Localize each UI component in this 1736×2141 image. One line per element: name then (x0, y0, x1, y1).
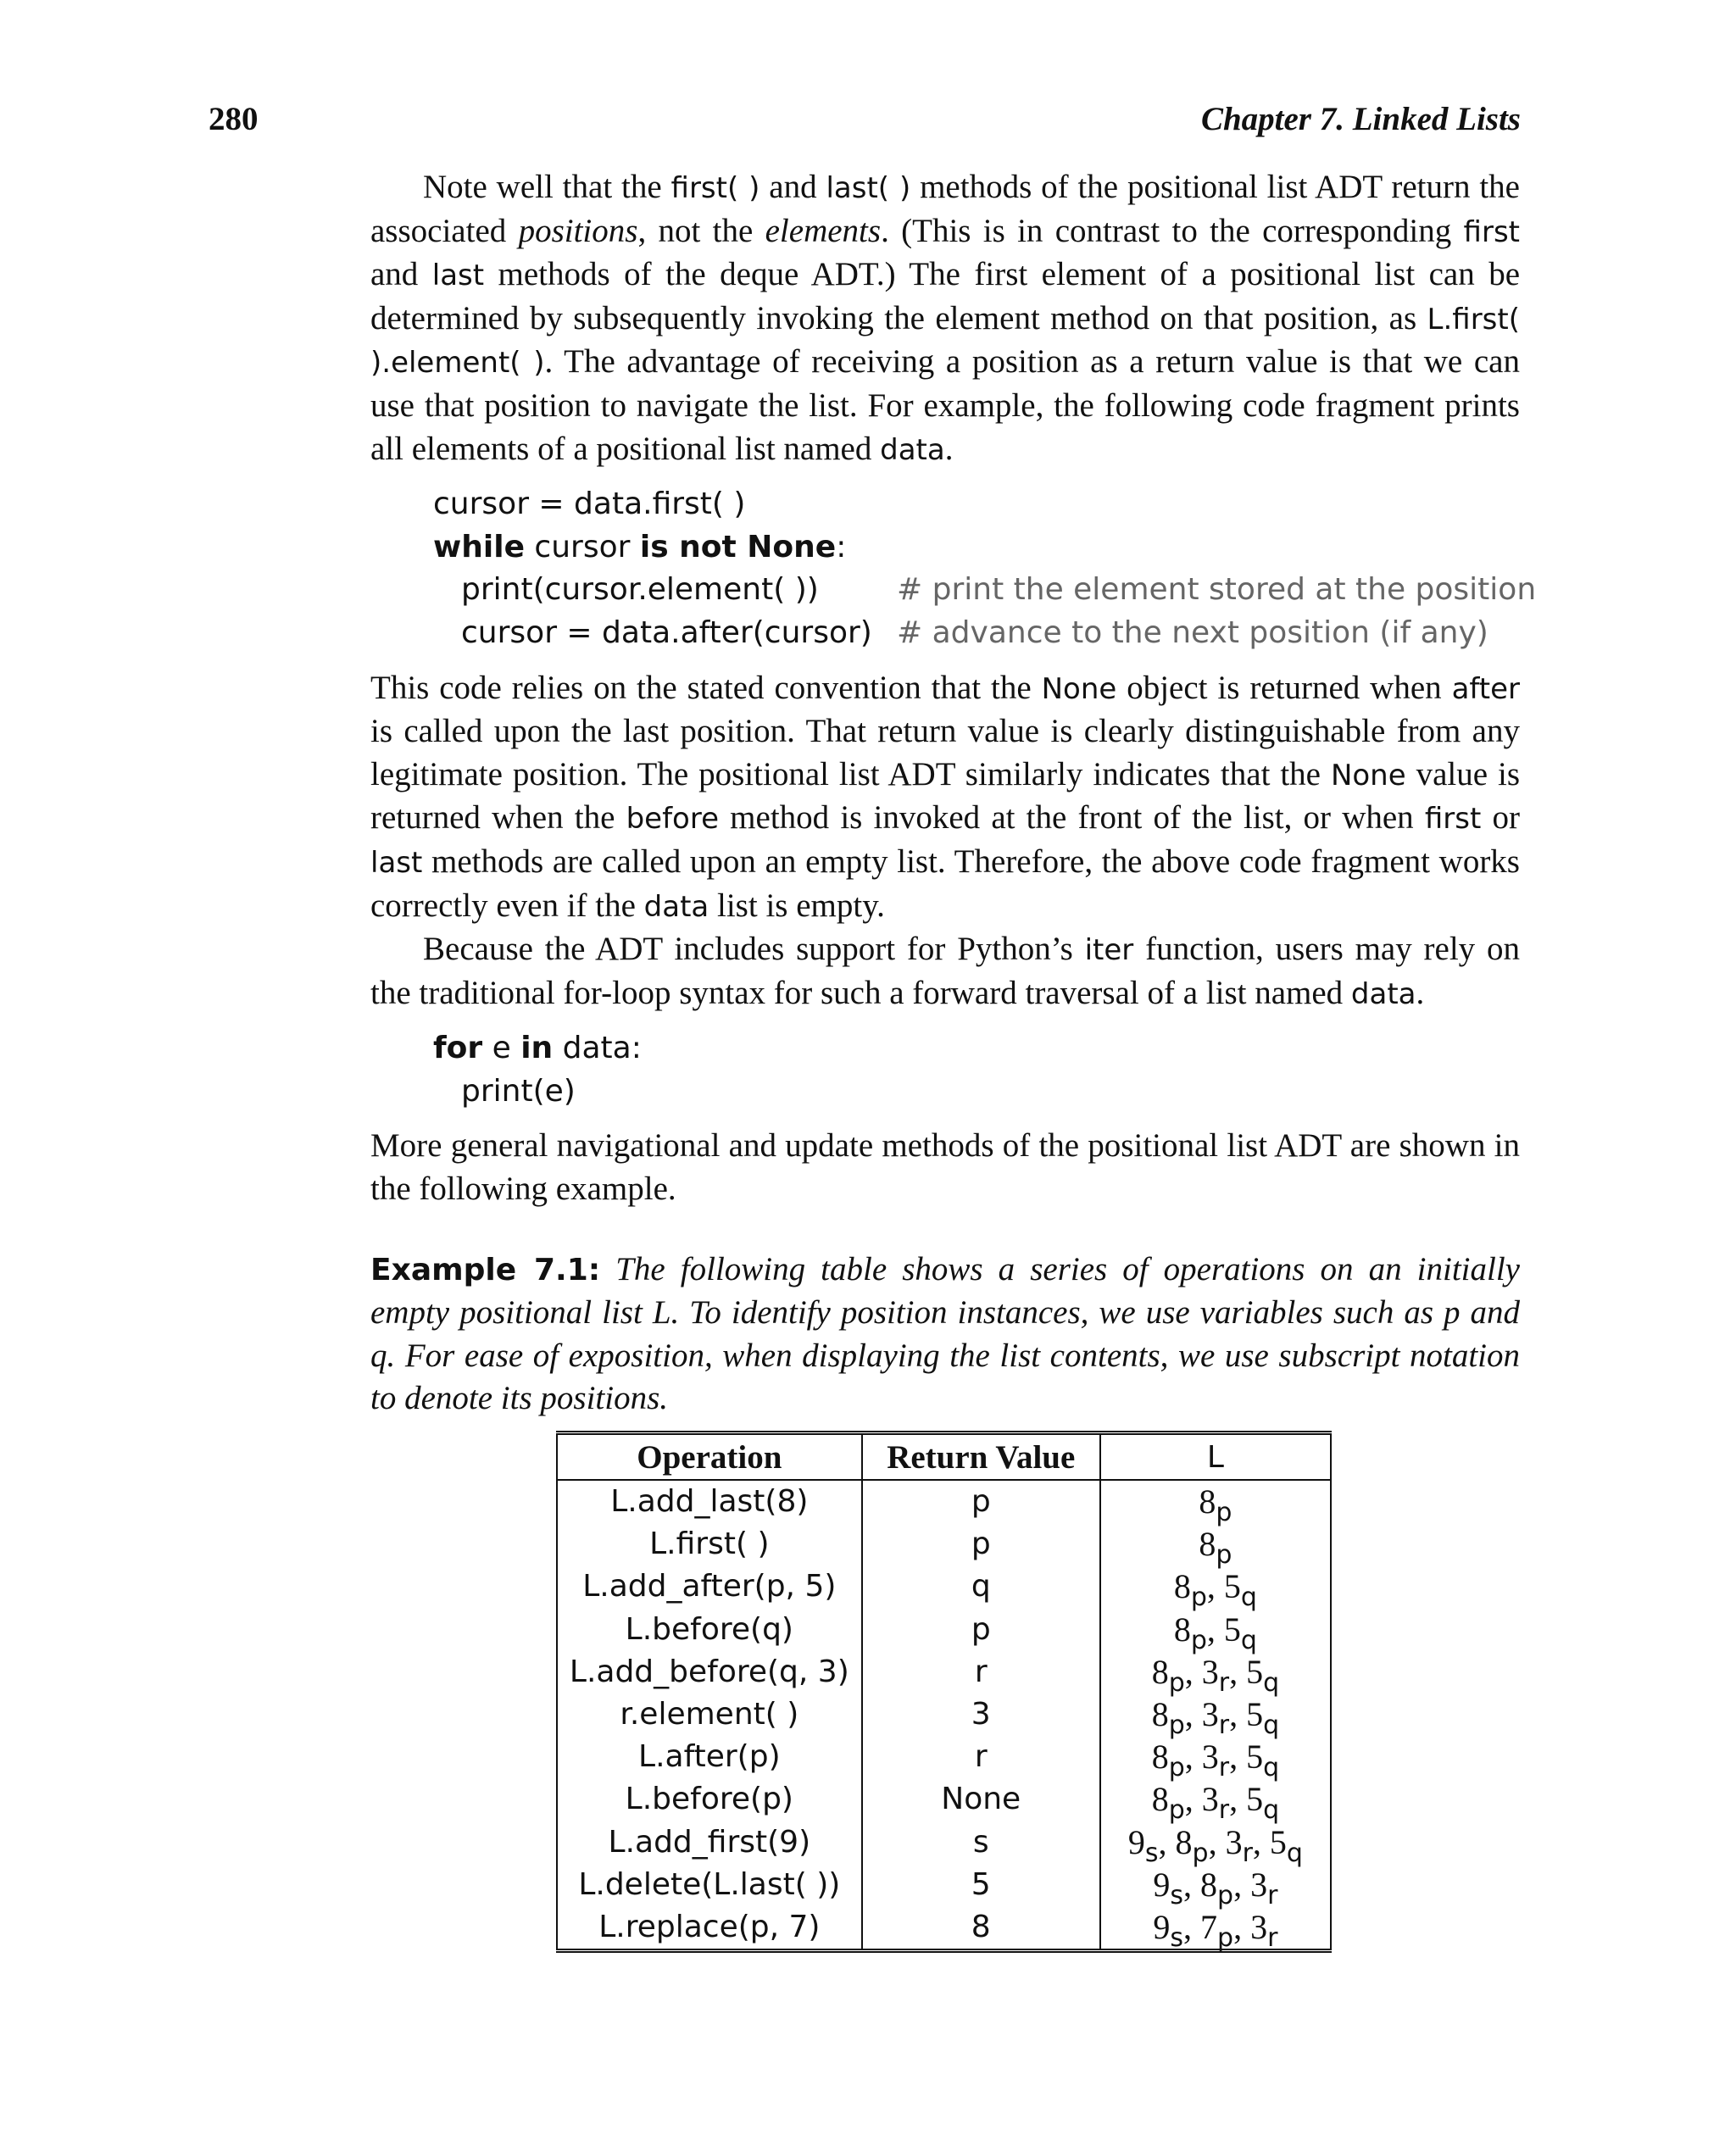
code-line (433, 569, 1537, 612)
cell-list-contents (1100, 1693, 1331, 1741)
code-text: last (431, 259, 485, 293)
separator: , (1183, 1907, 1201, 1946)
list-element-value: 9 (1127, 1822, 1145, 1861)
table-row (557, 1778, 1331, 1821)
emphasis: positions (518, 212, 638, 249)
separator: , (1158, 1822, 1176, 1861)
list-element-value: 5 (1223, 1567, 1241, 1606)
keyword: for (433, 1031, 483, 1066)
cell-list-contents (1100, 1906, 1331, 1951)
position-subscript: q (1263, 1710, 1280, 1741)
header-return-value: Return Value (862, 1433, 1100, 1481)
position-subscript: p (1190, 1582, 1207, 1613)
separator: , (1206, 1567, 1224, 1606)
cell-return-value: q (862, 1565, 1100, 1608)
cell-return-value: p (862, 1609, 1100, 1651)
table-row (557, 1906, 1331, 1951)
position-subscript: r (1218, 1710, 1230, 1741)
list-element-value: 5 (1246, 1738, 1264, 1777)
position-subscript: r (1267, 1922, 1278, 1953)
table-header-row (557, 1433, 1331, 1481)
code-text: L.first( ).element( ) (370, 302, 1520, 381)
list-element-value: 3 (1225, 1822, 1243, 1861)
separator: , (1252, 1822, 1270, 1861)
code-text: None (1330, 758, 1406, 792)
separator: , (1184, 1738, 1202, 1777)
code-text: data: (553, 1031, 642, 1066)
code-text: first( ) (670, 171, 760, 205)
cell-operation: L.delete(L.last( )) (557, 1864, 862, 1906)
list-element-value: 8 (1200, 1865, 1218, 1904)
text: . (This is in contrast to the corresponding (881, 212, 1464, 249)
position-subscript: p (1216, 1498, 1232, 1528)
list-element-value: 3 (1250, 1865, 1268, 1904)
table-row (557, 1864, 1331, 1906)
table-row (557, 1523, 1331, 1565)
separator: , (1229, 1652, 1247, 1691)
table-row (557, 1565, 1331, 1608)
position-subscript: q (1240, 1582, 1257, 1613)
paragraph-1 (370, 166, 1520, 471)
code-line (433, 1027, 1520, 1070)
table-body (557, 1480, 1331, 1951)
separator: , (1184, 1652, 1202, 1691)
page-number: 280 (209, 101, 259, 137)
code-text: first (1463, 214, 1520, 249)
code-text: print(e) (461, 1073, 576, 1109)
example-text: The following table shows a series of operations on an initially empty positional list L. To identify position instances, we use variables such as p and q. For ease of exposition, when displaying the list contents, we use subscript notation to denote its positions. (370, 1250, 1520, 1417)
list-element-value: 5 (1246, 1652, 1264, 1691)
separator: , (1206, 1610, 1224, 1649)
text: Note well that the (423, 169, 671, 205)
cell-return-value: p (862, 1523, 1100, 1565)
separator: , (1233, 1907, 1251, 1946)
list-element-value: 5 (1246, 1695, 1264, 1734)
cell-return-value: 5 (862, 1864, 1100, 1906)
list-element-value: 8 (1173, 1610, 1191, 1649)
code-line (433, 526, 1520, 570)
position-subscript: p (1216, 1540, 1232, 1571)
position-subscript: r (1218, 1795, 1230, 1826)
list-element-value: 5 (1269, 1822, 1287, 1861)
cell-operation: L.add_before(q, 3) (557, 1651, 862, 1693)
text: methods of the deque ADT.) The first element of a positional list can be determined by subsequently invoking the element method on that position, as (370, 256, 1521, 336)
keyword: in (520, 1031, 554, 1066)
position-subscript: p (1217, 1922, 1234, 1953)
list-element-value: 7 (1200, 1907, 1218, 1946)
position-subscript: s (1170, 1880, 1184, 1910)
code-line (433, 1070, 1520, 1114)
text: Because the ADT includes support for Python’s (423, 931, 1085, 968)
code-text: cursor (524, 529, 640, 564)
list-element-value: 8 (1151, 1780, 1169, 1819)
list-element-value: 8 (1151, 1652, 1169, 1691)
operations-table (556, 1431, 1332, 1953)
list-element-value: 5 (1246, 1780, 1264, 1819)
code-text: after (1451, 671, 1520, 706)
code-text: cursor = data.first( ) (433, 487, 746, 522)
text: object is returned when (1116, 669, 1452, 706)
table-row (557, 1609, 1331, 1651)
cell-list-contents (1100, 1565, 1331, 1613)
text: and (760, 169, 826, 205)
position-subscript: p (1168, 1710, 1185, 1741)
cell-list-contents (1100, 1821, 1331, 1868)
list-element-value: 3 (1201, 1652, 1219, 1691)
separator: , (1233, 1865, 1251, 1904)
code-text: first (1424, 802, 1482, 837)
position-subscript: r (1218, 1667, 1230, 1698)
text: and (370, 256, 432, 293)
separator: , (1229, 1695, 1247, 1734)
separator: , (1183, 1865, 1201, 1904)
list-element-value: 8 (1151, 1695, 1169, 1734)
position-subscript: q (1263, 1753, 1280, 1783)
cell-list-contents (1100, 1864, 1331, 1910)
position-subscript: p (1192, 1838, 1209, 1868)
cell-list-contents (1100, 1736, 1331, 1783)
cell-return-value: r (862, 1651, 1100, 1693)
emphasis: elements (765, 212, 882, 249)
code-text: last (370, 845, 423, 880)
cell-operation: L.after(p) (557, 1736, 862, 1778)
position-subscript: s (1170, 1922, 1184, 1953)
code-block-cursor-loop (433, 483, 1537, 654)
cell-return-value: r (862, 1736, 1100, 1778)
cell-list-contents (1100, 1609, 1331, 1655)
cell-return-value: s (862, 1821, 1100, 1864)
list-element-value: 9 (1153, 1907, 1171, 1946)
cell-list-contents (1100, 1778, 1331, 1826)
cell-list-contents (1100, 1651, 1331, 1698)
code-line (433, 483, 1520, 526)
code-text: data (880, 432, 945, 467)
cell-list-contents (1100, 1523, 1331, 1571)
cell-return-value: 8 (862, 1906, 1100, 1951)
cell-return-value: None (862, 1778, 1100, 1821)
position-subscript: p (1168, 1753, 1185, 1783)
list-element-value: 8 (1199, 1525, 1216, 1564)
text: methods of the positional list ADT return the associated (370, 169, 1520, 249)
cell-operation: L.before(q) (557, 1609, 862, 1651)
position-subscript: r (1267, 1880, 1278, 1910)
separator: , (1208, 1822, 1226, 1861)
list-element-value: 3 (1201, 1738, 1219, 1777)
list-element-value: 3 (1250, 1907, 1268, 1946)
paragraph-3 (370, 928, 1520, 1015)
position-subscript: q (1286, 1838, 1303, 1868)
keyword: is not None (639, 529, 837, 564)
cell-operation: L.first( ) (557, 1523, 862, 1565)
example-7-1 (370, 1248, 1520, 1421)
cell-return-value: 3 (862, 1693, 1100, 1736)
text: or (1481, 799, 1520, 837)
code-text: last( ) (826, 171, 911, 205)
text: . (1416, 974, 1425, 1011)
position-subscript: r (1218, 1753, 1230, 1783)
paragraph-2 (370, 667, 1520, 929)
page-header (209, 100, 1521, 151)
list-element-value: 8 (1173, 1567, 1191, 1606)
code-text: before (626, 802, 719, 837)
cell-list-contents (1100, 1480, 1331, 1528)
text: methods are called upon an empty list. Therefore, the above code fragment works correctly even if the (370, 842, 1520, 924)
code-text: data (1350, 976, 1416, 1011)
code-block-for-loop (433, 1027, 1520, 1113)
code-text: cursor = data.after(cursor) (461, 614, 872, 650)
text: . The advantage of receiving a position as a return value is that we can use that position to navigate the list. For example, the following code fragment prints all elements of a positional list named (370, 343, 1520, 467)
position-subscript: p (1217, 1880, 1234, 1910)
text: method is invoked at the front of the list, or when (719, 799, 1425, 837)
code-text: iter (1084, 933, 1134, 968)
cell-operation: L.add_first(9) (557, 1821, 862, 1864)
position-subscript: p (1190, 1625, 1207, 1655)
text: list is empty. (709, 887, 885, 924)
text: This code relies on the stated convention that the (370, 669, 1042, 706)
keyword: while (433, 529, 525, 564)
text: is called upon the last position. That return value is clearly distinguishable from any legitimate position. The positional list ADT similarly indicates that the (370, 713, 1520, 792)
header-operation: Operation (557, 1433, 862, 1481)
separator: , (1184, 1695, 1202, 1734)
table-row (557, 1651, 1331, 1693)
table-row (557, 1736, 1331, 1778)
cell-operation: r.element( ) (557, 1693, 862, 1736)
list-element-value: 3 (1201, 1780, 1219, 1819)
header-list: L (1100, 1433, 1331, 1481)
separator: , (1184, 1780, 1202, 1819)
position-subscript: q (1263, 1667, 1280, 1698)
list-element-value: 9 (1153, 1865, 1171, 1904)
cell-operation: L.add_after(p, 5) (557, 1565, 862, 1608)
position-subscript: s (1144, 1838, 1159, 1868)
separator: , (1229, 1780, 1247, 1819)
text: . (944, 430, 954, 467)
code-text: None (1041, 671, 1117, 706)
separator: , (1229, 1738, 1247, 1777)
list-element-value: 8 (1175, 1822, 1193, 1861)
position-subscript: q (1263, 1795, 1280, 1826)
text: , not the (637, 212, 765, 249)
list-element-value: 8 (1151, 1738, 1169, 1777)
table-row (557, 1821, 1331, 1864)
cell-operation: L.replace(p, 7) (557, 1906, 862, 1951)
cell-operation: L.add_last(8) (557, 1480, 862, 1523)
cell-return-value: p (862, 1480, 1100, 1523)
code-line (433, 612, 1520, 655)
position-subscript: p (1168, 1667, 1185, 1698)
code-text: e (482, 1031, 521, 1066)
paragraph-4: More general navigational and update methods of the positional list ADT are shown in the following example. (370, 1127, 1520, 1208)
page-body (370, 166, 1537, 1421)
code-text: print(cursor.element( )) (461, 572, 819, 608)
code-comment: # advance to the next position (if any) (897, 614, 1488, 650)
text: function, users may rely on the traditional for-loop syntax for such a forward traversal of a list named (370, 931, 1520, 1011)
table-row (557, 1480, 1331, 1523)
code-text: : (836, 529, 847, 564)
list-element-value: 3 (1201, 1695, 1219, 1734)
example-label: Example 7.1: (370, 1252, 601, 1287)
list-element-value: 5 (1223, 1610, 1241, 1649)
position-subscript: p (1168, 1795, 1185, 1826)
text: value is returned when the (370, 755, 1520, 837)
position-subscript: q (1240, 1625, 1257, 1655)
code-comment: # print the element stored at the position (897, 572, 1537, 608)
operations-table-container (556, 1431, 1332, 1953)
position-subscript: r (1242, 1838, 1253, 1868)
running-head: Chapter 7. Linked Lists (1200, 101, 1521, 137)
table-row (557, 1693, 1331, 1736)
list-element-value: 8 (1199, 1482, 1216, 1521)
cell-operation: L.before(p) (557, 1778, 862, 1821)
code-text: data (643, 889, 709, 924)
